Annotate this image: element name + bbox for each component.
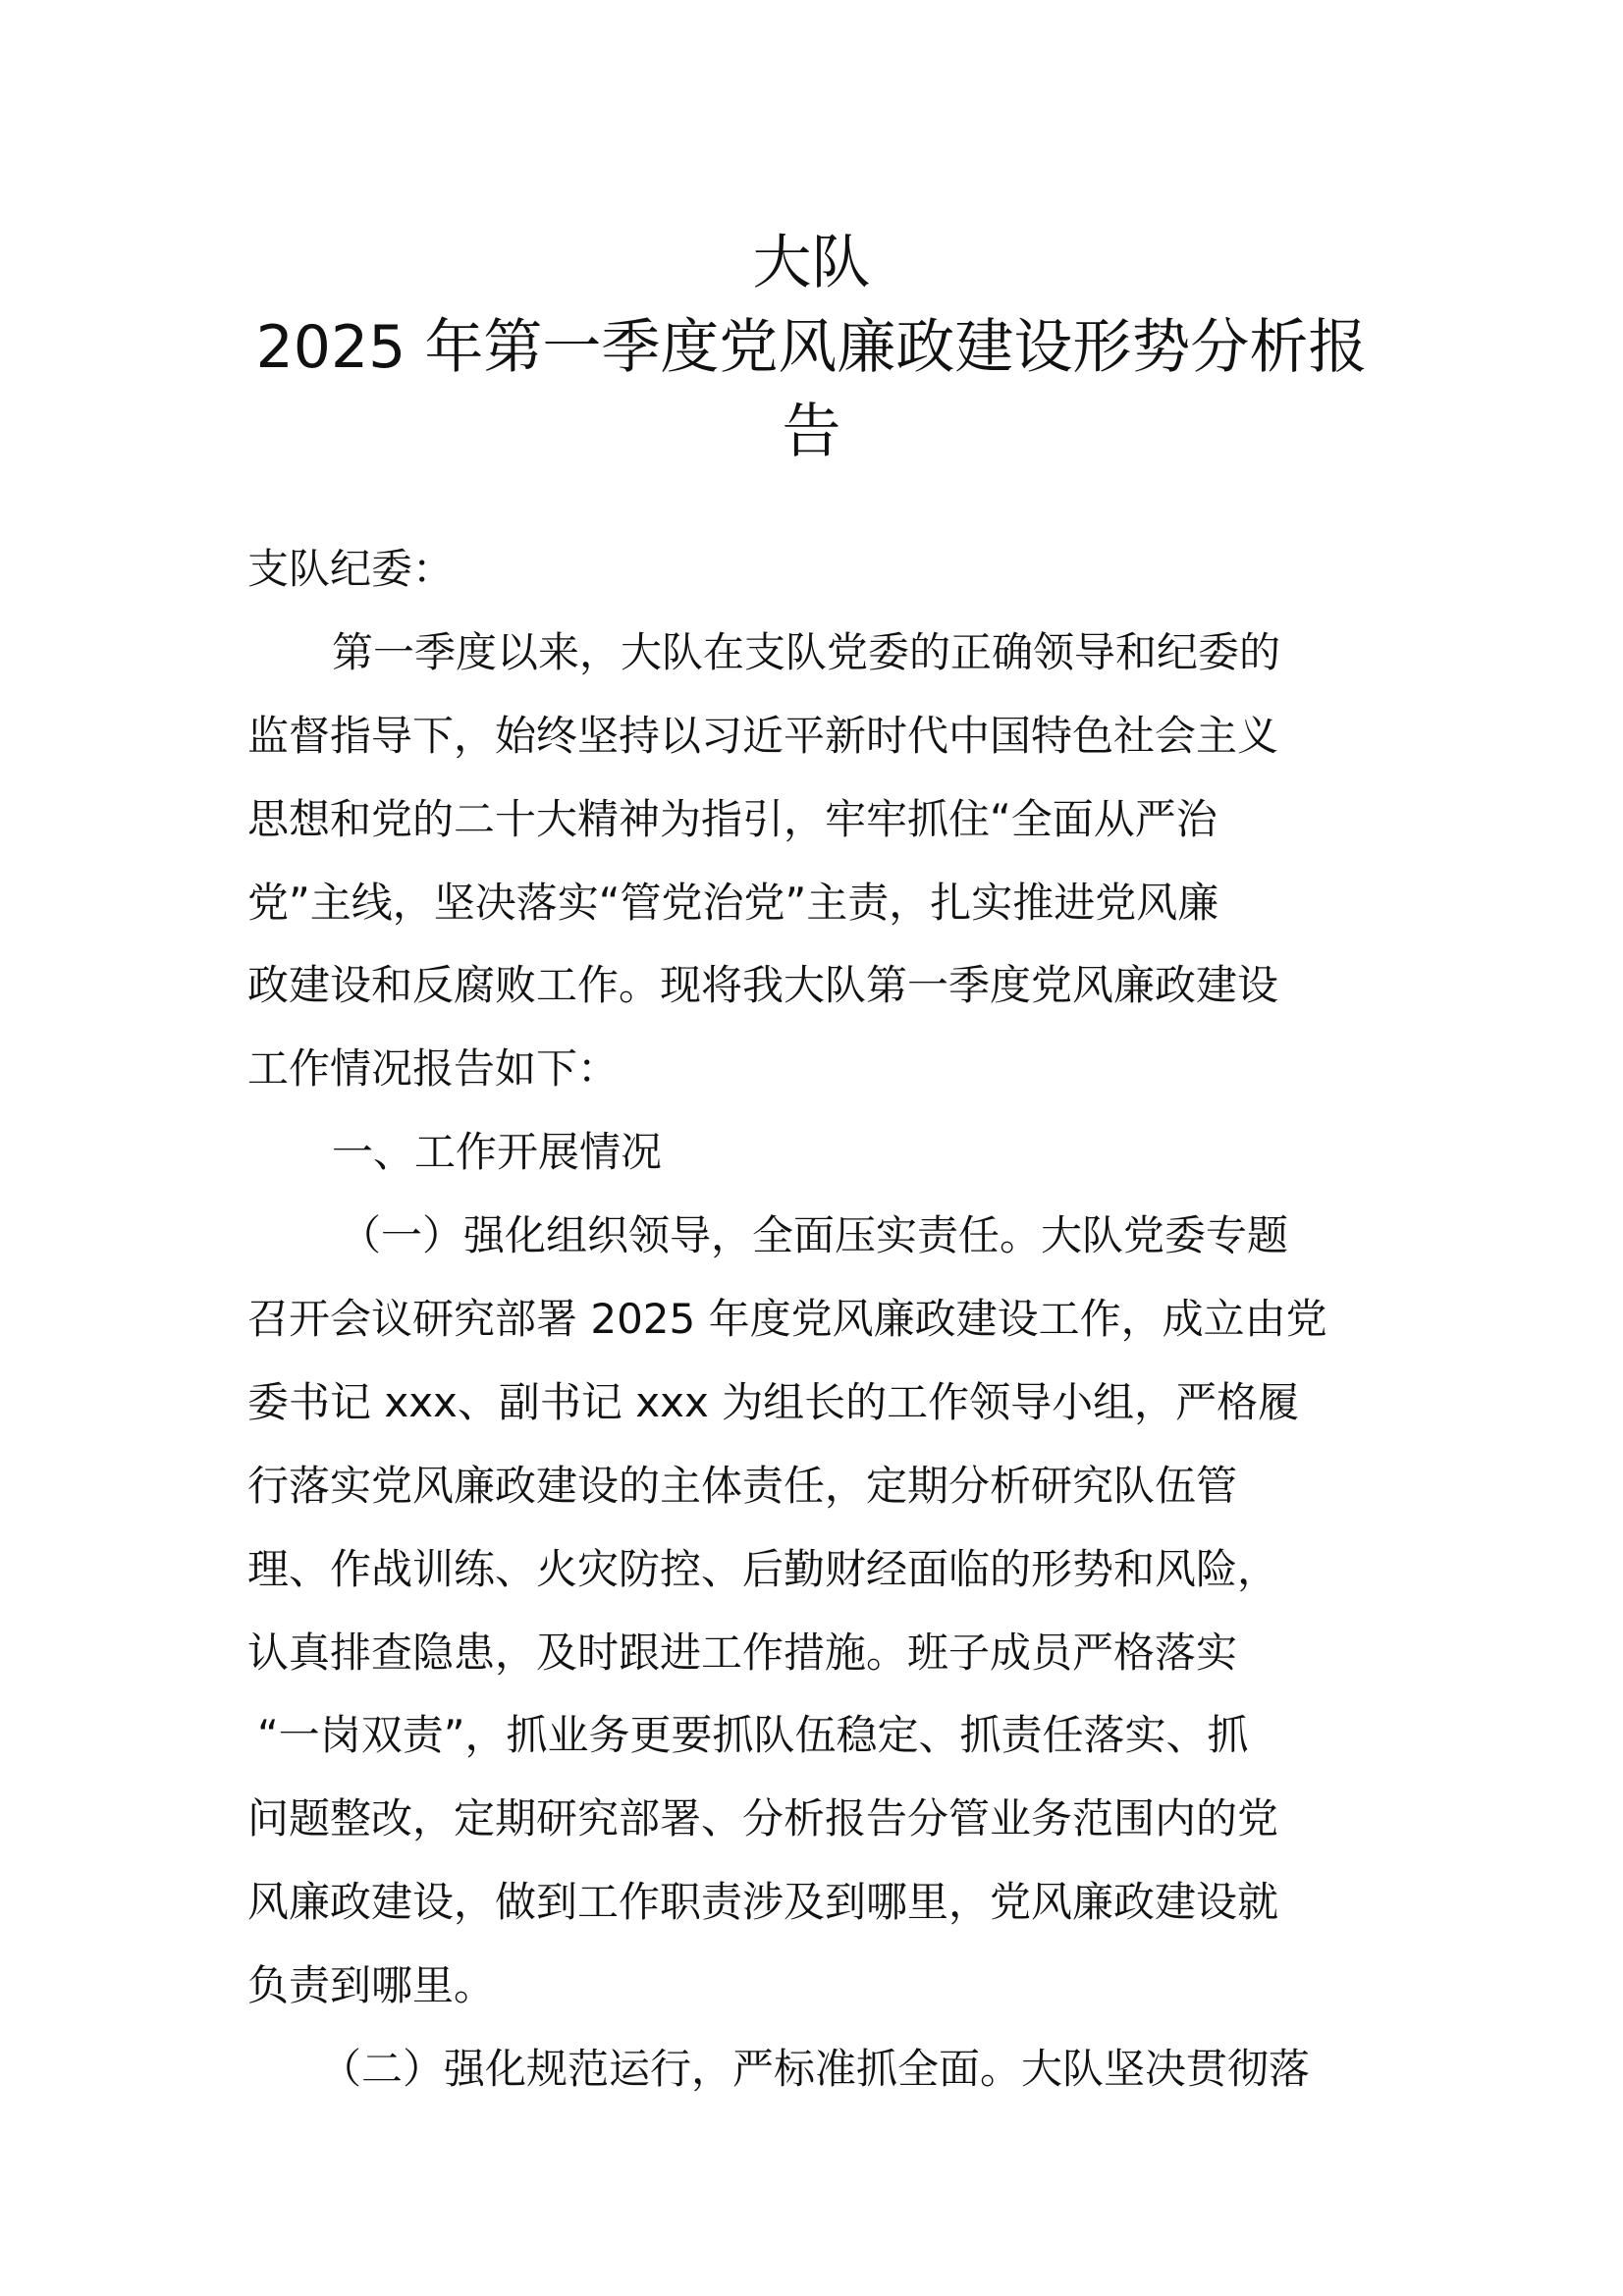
document-title (196, 221, 1427, 474)
paragraph-line: 思想和党的二十大精神为指引，牢牢抓住“全面从严治 (247, 794, 1217, 843)
paragraph-line: 委书记 xxx、副书记 xxx 为组长的工作领导小组，严格履 (247, 1377, 1300, 1426)
paragraph-line: 监督指导下，始终坚持以习近平新时代中国特色社会主义 (247, 711, 1279, 760)
section-heading: 一、工作开展情况 (332, 1128, 663, 1177)
paragraph-line: 行落实党风廉政建设的主体责任，定期分析研究队伍管 (247, 1461, 1238, 1510)
title-line: 告 (782, 398, 841, 466)
paragraph-line: （二）强化规范运行，严标准抓全面。大队坚决贯彻落 (320, 2045, 1311, 2094)
paragraph-line: 政建设和反腐败工作。现将我大队第一季度党风廉政建设 (247, 961, 1279, 1010)
salutation: 支队纪委： (247, 545, 455, 593)
paragraph-line: 工作情况报告如下： (247, 1044, 620, 1094)
paragraph-line: 理、作战训练、火灾防控、后勤财经面临的形势和风险， (247, 1544, 1279, 1593)
paragraph-line: 负责到哪里。 (247, 1961, 496, 2010)
paragraph-line: 问题整改，定期研究部署、分析报告分管业务范围内的党 (247, 1794, 1279, 1843)
paragraph-line: （一）强化组织领导，全面压实责任。大队党委专题 (340, 1211, 1289, 1260)
paragraph-line: 召开会议研究部署 2025 年度党风廉政建设工作，成立由党 (247, 1295, 1327, 1344)
paragraph-line: 党”主线，坚决落实“管党治党”主责，扎实推进党风廉 (247, 878, 1219, 927)
title-line: 2025 年第一季度党风廉政建设形势分析报 (255, 313, 1368, 382)
paragraph-line: “一岗双责”，抓业务更要抓队伍稳定、抓责任落实、抓 (257, 1711, 1249, 1760)
paragraph-line: 第一季度以来，大队在支队党委的正确领导和纪委的 (332, 627, 1281, 676)
document-body (247, 528, 1386, 2111)
paragraph-line: 风廉政建设，做到工作职责涉及到哪里，党风廉政建设就 (247, 1878, 1279, 1927)
paragraph-line: 认真排查隐患，及时跟进工作措施。班子成员严格落实 (247, 1628, 1238, 1677)
title-line: 大队 (752, 229, 871, 297)
